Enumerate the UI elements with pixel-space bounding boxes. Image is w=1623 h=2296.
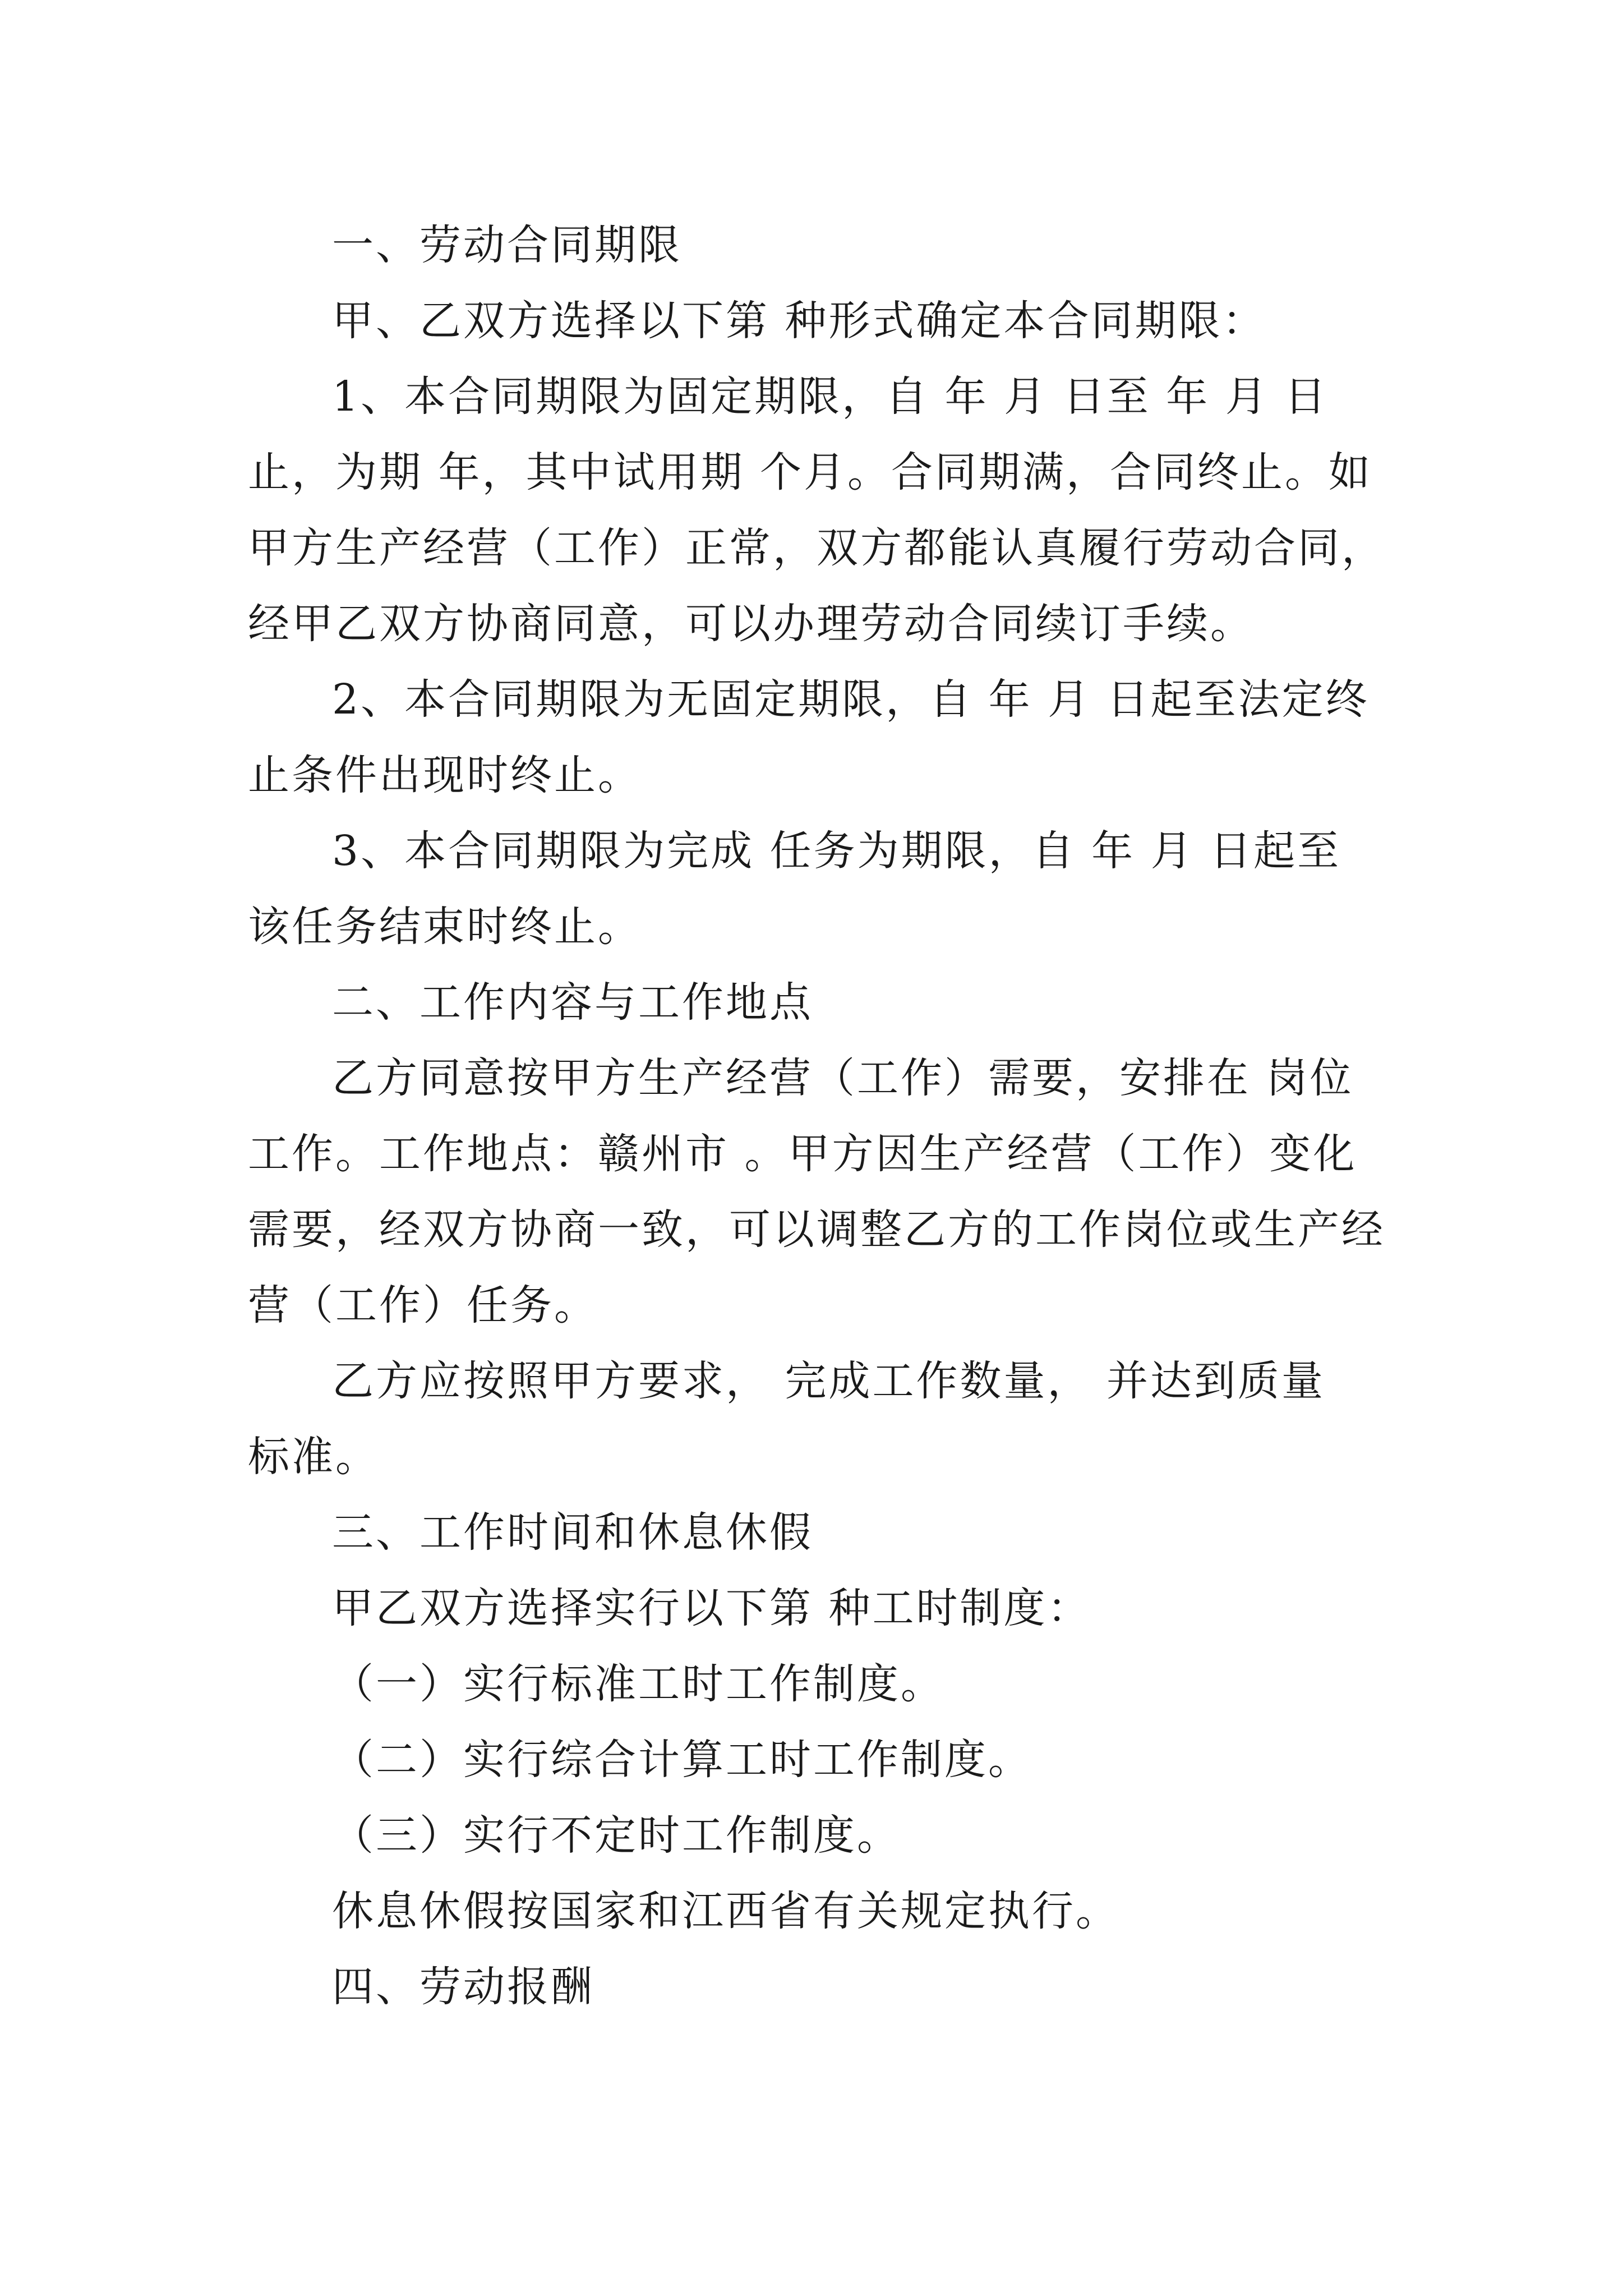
list-item: （二）实行综合计算工时工作制度。 <box>332 1736 1032 1784</box>
list-item: （一）实行标准工时工作制度。 <box>332 1660 944 1708</box>
paragraph-line: 需要，经双方协商一致，可以调整乙方的工作岗位或生产经 <box>248 1205 1385 1254</box>
paragraph-line: 1、本合同期限为固定期限，自 年 月 日至 年 月 日 <box>332 372 1329 421</box>
section-heading-remuneration: 四、劳动报酬 <box>332 1963 594 2011</box>
list-item: （三）实行不定时工作制度。 <box>332 1811 901 1860</box>
section-heading-work-content: 二、工作内容与工作地点 <box>332 978 813 1027</box>
document-body <box>248 208 1385 2025</box>
paragraph-line: 甲、乙双方选择以下第 种形式确定本合同期限： <box>332 297 1266 345</box>
paragraph-line: 该任务结束时终止。 <box>248 903 642 951</box>
paragraph-line: 止条件出现时终止。 <box>248 751 642 799</box>
paragraph-line: 甲乙双方选择实行以下第 种工时制度： <box>332 1584 1091 1632</box>
paragraph-line: 甲方生产经营（工作）正常，双方都能认真履行劳动合同， <box>248 524 1385 572</box>
paragraph-line: 标准。 <box>248 1433 379 1481</box>
section-heading-working-hours: 三、工作时间和休息休假 <box>332 1508 813 1557</box>
paragraph-line: 休息休假按国家和江西省有关规定执行。 <box>332 1887 1119 1935</box>
paragraph-line: 2、本合同期限为无固定期限，自 年 月 日起至法定终 <box>332 675 1370 724</box>
paragraph-line: 经甲乙双方协商同意，可以办理劳动合同续订手续。 <box>248 600 1254 648</box>
paragraph-line: 乙方应按照甲方要求， 完成工作数量， 并达到质量 <box>332 1357 1326 1405</box>
section-heading-contract-term: 一、劳动合同期限 <box>332 221 682 269</box>
paragraph-line: 乙方同意按甲方生产经营（工作）需要，安排在 岗位 <box>332 1054 1354 1102</box>
paragraph-line: 止，为期 年，其中试用期 个月。合同期满，合同终止。如 <box>248 448 1373 496</box>
paragraph-line: 3、本合同期限为完成 任务为期限，自 年 月 日起至 <box>332 827 1341 875</box>
paragraph-line: 营（工作）任务。 <box>248 1281 598 1329</box>
paragraph-line: 工作。工作地点：赣州市 。甲方因生产经营（工作）变化 <box>248 1130 1357 1178</box>
